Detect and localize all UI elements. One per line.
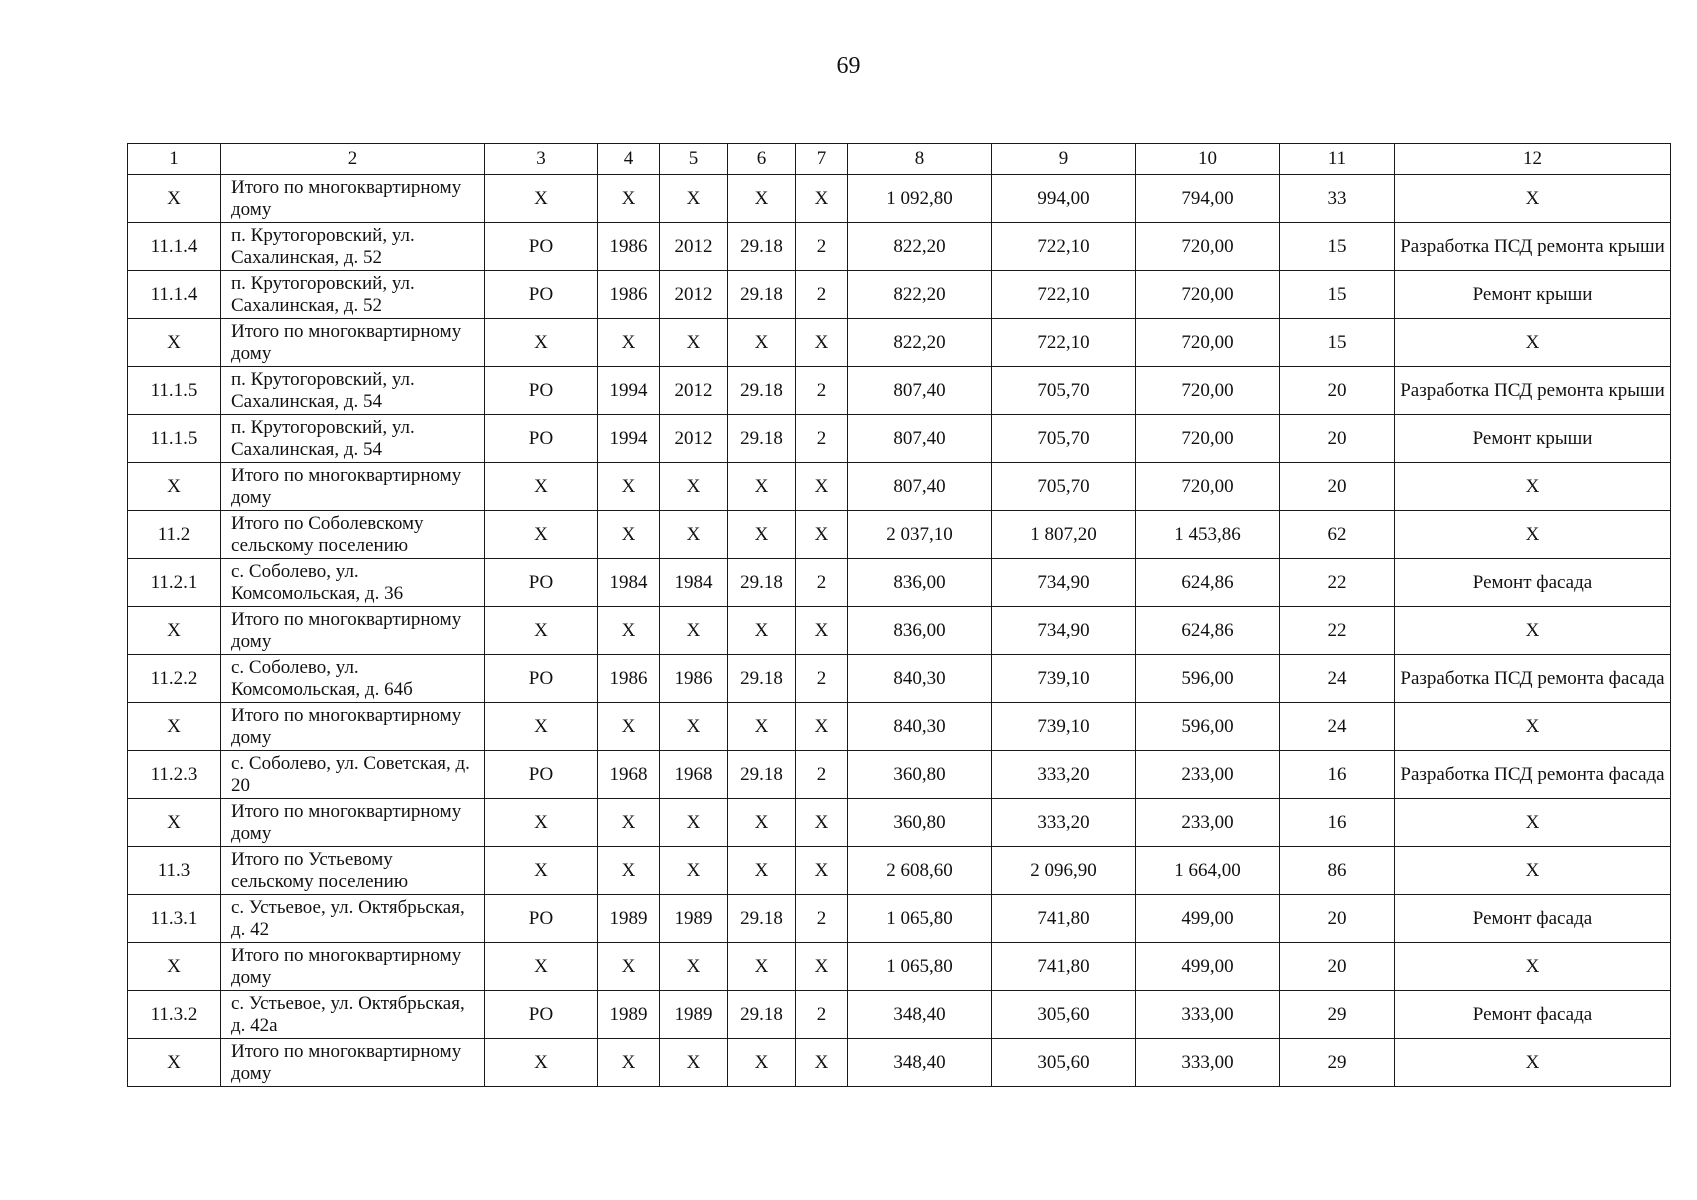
table-cell: 994,00 <box>992 175 1136 223</box>
table-cell: 2 <box>796 655 848 703</box>
table-cell: Х <box>660 703 728 751</box>
table-cell: 29 <box>1280 1039 1395 1087</box>
table-cell: 360,80 <box>848 799 992 847</box>
table-cell: 1968 <box>660 751 728 799</box>
table-cell: РО <box>485 655 598 703</box>
table-cell: Х <box>485 943 598 991</box>
table-cell: 24 <box>1280 655 1395 703</box>
table-cell: 734,90 <box>992 607 1136 655</box>
table-row <box>128 319 1671 367</box>
table-cell: 499,00 <box>1136 895 1280 943</box>
table-cell: 2012 <box>660 223 728 271</box>
table-cell: Х <box>796 847 848 895</box>
table-cell: Итого по многоквартирному дому <box>221 943 485 991</box>
table-row <box>128 847 1671 895</box>
column-number-cell: 10 <box>1136 144 1280 175</box>
table-cell: с. Соболево, ул. Комсомольская, д. 36 <box>221 559 485 607</box>
table-cell: Х <box>796 943 848 991</box>
table-cell: 1 065,80 <box>848 943 992 991</box>
table-cell: Х <box>728 319 796 367</box>
table-cell: 333,20 <box>992 799 1136 847</box>
table-cell: Х <box>796 319 848 367</box>
table-cell: Ремонт фасада <box>1395 895 1671 943</box>
table-cell: 1984 <box>660 559 728 607</box>
table-cell: 822,20 <box>848 319 992 367</box>
table-cell: Итого по многоквартирному дому <box>221 1039 485 1087</box>
table-cell: Х <box>660 847 728 895</box>
table-cell: 33 <box>1280 175 1395 223</box>
table-cell: 16 <box>1280 751 1395 799</box>
column-number-cell: 12 <box>1395 144 1671 175</box>
table-cell: Х <box>485 799 598 847</box>
table-cell: 233,00 <box>1136 751 1280 799</box>
table-cell: Х <box>485 319 598 367</box>
table-cell: 22 <box>1280 559 1395 607</box>
table-cell: Х <box>598 1039 660 1087</box>
table-cell: 29.18 <box>728 223 796 271</box>
table-cell: 11.3.2 <box>128 991 221 1039</box>
table-cell: Х <box>660 319 728 367</box>
table-cell: Х <box>485 511 598 559</box>
table-cell: РО <box>485 367 598 415</box>
table-cell: 29.18 <box>728 271 796 319</box>
table-cell: 11.3 <box>128 847 221 895</box>
table-cell: 348,40 <box>848 1039 992 1087</box>
table-cell: Разработка ПСД ремонта фасада <box>1395 751 1671 799</box>
column-number-cell: 11 <box>1280 144 1395 175</box>
table-cell: 1989 <box>598 895 660 943</box>
table-cell: Х <box>1395 607 1671 655</box>
table-cell: 720,00 <box>1136 223 1280 271</box>
table-cell: Х <box>728 607 796 655</box>
table-cell: 596,00 <box>1136 703 1280 751</box>
table-cell: Х <box>598 847 660 895</box>
table-cell: Х <box>1395 463 1671 511</box>
table-cell: Х <box>728 1039 796 1087</box>
table-row <box>128 271 1671 319</box>
table-cell: 333,00 <box>1136 991 1280 1039</box>
table-cell: Х <box>796 1039 848 1087</box>
table-cell: 720,00 <box>1136 319 1280 367</box>
table-cell: 836,00 <box>848 607 992 655</box>
table-cell: 29.18 <box>728 895 796 943</box>
table-cell: 739,10 <box>992 703 1136 751</box>
table-cell: 2012 <box>660 415 728 463</box>
table-cell: Ремонт фасада <box>1395 559 1671 607</box>
table-cell: 1984 <box>598 559 660 607</box>
table-cell: Ремонт крыши <box>1395 415 1671 463</box>
table-cell: 29.18 <box>728 991 796 1039</box>
table-cell: Х <box>728 511 796 559</box>
table-cell: 2 <box>796 751 848 799</box>
table-cell: Х <box>728 943 796 991</box>
table-cell: РО <box>485 223 598 271</box>
table-row <box>128 415 1671 463</box>
table-header-row <box>128 144 1671 175</box>
table-cell: 29.18 <box>728 751 796 799</box>
table-cell: 20 <box>1280 367 1395 415</box>
table-cell: Итого по Устьевому сельскому поселению <box>221 847 485 895</box>
table-cell: 2012 <box>660 271 728 319</box>
table-cell: 1989 <box>598 991 660 1039</box>
table-cell: 86 <box>1280 847 1395 895</box>
table-cell: Х <box>796 463 848 511</box>
table-row <box>128 175 1671 223</box>
table-row <box>128 895 1671 943</box>
table-cell: РО <box>485 415 598 463</box>
table-cell: 11.1.4 <box>128 271 221 319</box>
table-cell: 1986 <box>598 271 660 319</box>
table-cell: 15 <box>1280 223 1395 271</box>
table-cell: 739,10 <box>992 655 1136 703</box>
table-cell: 2 096,90 <box>992 847 1136 895</box>
table-cell: Х <box>728 703 796 751</box>
table-cell: 16 <box>1280 799 1395 847</box>
table-cell: 624,86 <box>1136 559 1280 607</box>
table-cell: 15 <box>1280 271 1395 319</box>
table-cell: Итого по Соболевскому сельскому поселению <box>221 511 485 559</box>
table-cell: 20 <box>1280 895 1395 943</box>
table-cell: 1989 <box>660 991 728 1039</box>
table-cell: 840,30 <box>848 703 992 751</box>
table-cell: 1 065,80 <box>848 895 992 943</box>
table-cell: 720,00 <box>1136 463 1280 511</box>
table-cell: Итого по многоквартирному дому <box>221 463 485 511</box>
table-cell: Х <box>598 511 660 559</box>
table-cell: 2 <box>796 991 848 1039</box>
table-cell: РО <box>485 559 598 607</box>
table-cell: с. Устьевое, ул. Октябрьская, д. 42а <box>221 991 485 1039</box>
table-cell: Х <box>485 703 598 751</box>
table-cell: 11.3.1 <box>128 895 221 943</box>
table-cell: Х <box>598 463 660 511</box>
table-cell: 29.18 <box>728 415 796 463</box>
table-cell: Итого по многоквартирному дому <box>221 703 485 751</box>
table-cell: Х <box>660 943 728 991</box>
table-cell: п. Крутогоровский, ул. Сахалинская, д. 54 <box>221 367 485 415</box>
table-cell: 807,40 <box>848 415 992 463</box>
table-row <box>128 655 1671 703</box>
table-cell: Х <box>1395 847 1671 895</box>
table-cell: 11.1.5 <box>128 367 221 415</box>
table-cell: 1 807,20 <box>992 511 1136 559</box>
table-cell: 836,00 <box>848 559 992 607</box>
table-cell: Итого по многоквартирному дому <box>221 319 485 367</box>
column-number-cell: 6 <box>728 144 796 175</box>
table-cell: Х <box>598 175 660 223</box>
table-cell: 1994 <box>598 367 660 415</box>
table-cell: 734,90 <box>992 559 1136 607</box>
table-cell: Х <box>1395 319 1671 367</box>
table-cell: 29.18 <box>728 559 796 607</box>
table-cell: п. Крутогоровский, ул. Сахалинская, д. 54 <box>221 415 485 463</box>
table-cell: 20 <box>1280 943 1395 991</box>
table-cell: п. Крутогоровский, ул. Сахалинская, д. 52 <box>221 223 485 271</box>
table-cell: 741,80 <box>992 895 1136 943</box>
table-cell: РО <box>485 895 598 943</box>
data-table <box>127 143 1671 1087</box>
table-cell: 720,00 <box>1136 415 1280 463</box>
table-cell: 741,80 <box>992 943 1136 991</box>
table-cell: Х <box>660 1039 728 1087</box>
table-cell: п. Крутогоровский, ул. Сахалинская, д. 52 <box>221 271 485 319</box>
table-cell: 2 608,60 <box>848 847 992 895</box>
table-cell: Х <box>485 847 598 895</box>
table-cell: Х <box>1395 1039 1671 1087</box>
table-cell: Х <box>598 799 660 847</box>
table-cell: 807,40 <box>848 367 992 415</box>
table-cell: Х <box>128 1039 221 1087</box>
table-cell: 1986 <box>598 223 660 271</box>
table-cell: Х <box>485 607 598 655</box>
table-cell: 807,40 <box>848 463 992 511</box>
table-cell: 1989 <box>660 895 728 943</box>
table-cell: 29.18 <box>728 367 796 415</box>
table-cell: 1 092,80 <box>848 175 992 223</box>
table-cell: Х <box>796 175 848 223</box>
table-cell: Х <box>128 463 221 511</box>
table-cell: 1 664,00 <box>1136 847 1280 895</box>
table-cell: Х <box>598 319 660 367</box>
table-cell: 29.18 <box>728 655 796 703</box>
table-cell: 11.2.3 <box>128 751 221 799</box>
table-cell: с. Соболево, ул. Комсомольская, д. 64б <box>221 655 485 703</box>
table-cell: Х <box>128 319 221 367</box>
table-cell: Х <box>1395 943 1671 991</box>
table-cell: 333,00 <box>1136 1039 1280 1087</box>
table-cell: с. Устьевое, ул. Октябрьская, д. 42 <box>221 895 485 943</box>
table-row <box>128 703 1671 751</box>
table-cell: 722,10 <box>992 319 1136 367</box>
table-cell: РО <box>485 991 598 1039</box>
table-cell: 2 <box>796 895 848 943</box>
table-cell: Х <box>128 175 221 223</box>
table-cell: Х <box>796 799 848 847</box>
table-cell: 2 037,10 <box>848 511 992 559</box>
table-cell: 722,10 <box>992 223 1136 271</box>
table-cell: Х <box>128 703 221 751</box>
table-row <box>128 511 1671 559</box>
table-row <box>128 1039 1671 1087</box>
table-row <box>128 463 1671 511</box>
table-cell: 348,40 <box>848 991 992 1039</box>
table-cell: 11.1.5 <box>128 415 221 463</box>
table-cell: Х <box>1395 799 1671 847</box>
table-row <box>128 367 1671 415</box>
table-cell: 2 <box>796 559 848 607</box>
table-row <box>128 799 1671 847</box>
table-cell: РО <box>485 271 598 319</box>
table-cell: Х <box>796 607 848 655</box>
table-cell: 11.2.2 <box>128 655 221 703</box>
table-cell: 233,00 <box>1136 799 1280 847</box>
table-cell: 2012 <box>660 367 728 415</box>
table-cell: 1994 <box>598 415 660 463</box>
table-cell: Разработка ПСД ремонта крыши <box>1395 367 1671 415</box>
table-cell: 305,60 <box>992 1039 1136 1087</box>
table-cell: 705,70 <box>992 463 1136 511</box>
table-row <box>128 991 1671 1039</box>
table-cell: 15 <box>1280 319 1395 367</box>
table-cell: Х <box>1395 703 1671 751</box>
table-row <box>128 559 1671 607</box>
table-cell: Х <box>660 175 728 223</box>
table-cell: 794,00 <box>1136 175 1280 223</box>
table-cell: Х <box>128 943 221 991</box>
table-row <box>128 223 1671 271</box>
table-cell: Х <box>796 511 848 559</box>
table-cell: Ремонт фасада <box>1395 991 1671 1039</box>
table-cell: 360,80 <box>848 751 992 799</box>
table-cell: Разработка ПСД ремонта фасада <box>1395 655 1671 703</box>
table-cell: 11.2.1 <box>128 559 221 607</box>
table-cell: Х <box>598 943 660 991</box>
column-number-cell: 4 <box>598 144 660 175</box>
table-cell: 2 <box>796 415 848 463</box>
table-cell: Х <box>796 703 848 751</box>
table-cell: 22 <box>1280 607 1395 655</box>
table-cell: 2 <box>796 271 848 319</box>
table-cell: 305,60 <box>992 991 1136 1039</box>
table-cell: Х <box>660 799 728 847</box>
table-row <box>128 607 1671 655</box>
table-cell: Х <box>598 703 660 751</box>
table-cell: 624,86 <box>1136 607 1280 655</box>
table-cell: Х <box>660 511 728 559</box>
table-cell: Х <box>660 463 728 511</box>
table-cell: Х <box>1395 511 1671 559</box>
table-cell: 1 453,86 <box>1136 511 1280 559</box>
table-cell: Х <box>728 799 796 847</box>
table-cell: Х <box>1395 175 1671 223</box>
table-cell: Х <box>128 799 221 847</box>
table-cell: Ремонт крыши <box>1395 271 1671 319</box>
table-cell: 1986 <box>660 655 728 703</box>
column-number-cell: 7 <box>796 144 848 175</box>
table-cell: 596,00 <box>1136 655 1280 703</box>
table-cell: Х <box>485 1039 598 1087</box>
table-cell: Итого по многоквартирному дому <box>221 799 485 847</box>
column-number-cell: 8 <box>848 144 992 175</box>
table-cell: Х <box>485 463 598 511</box>
table-cell: 722,10 <box>992 271 1136 319</box>
table-cell: 1968 <box>598 751 660 799</box>
table-cell: Х <box>598 607 660 655</box>
table-cell: РО <box>485 751 598 799</box>
table-row <box>128 943 1671 991</box>
column-number-cell: 5 <box>660 144 728 175</box>
table-cell: Итого по многоквартирному дому <box>221 175 485 223</box>
table-cell: 11.1.4 <box>128 223 221 271</box>
table-cell: с. Соболево, ул. Советская, д. 20 <box>221 751 485 799</box>
table-cell: Х <box>128 607 221 655</box>
table-cell: 11.2 <box>128 511 221 559</box>
table-cell: 29 <box>1280 991 1395 1039</box>
table-cell: Х <box>728 463 796 511</box>
column-number-cell: 1 <box>128 144 221 175</box>
table-cell: 822,20 <box>848 271 992 319</box>
column-number-cell: 9 <box>992 144 1136 175</box>
table-cell: 2 <box>796 223 848 271</box>
table-cell: 822,20 <box>848 223 992 271</box>
table-cell: 720,00 <box>1136 367 1280 415</box>
table-cell: Х <box>485 175 598 223</box>
table-cell: 333,20 <box>992 751 1136 799</box>
table-cell: 62 <box>1280 511 1395 559</box>
table-cell: 705,70 <box>992 415 1136 463</box>
table-cell: 24 <box>1280 703 1395 751</box>
table-cell: 20 <box>1280 463 1395 511</box>
column-number-cell: 2 <box>221 144 485 175</box>
table-cell: Х <box>728 847 796 895</box>
table-cell: 2 <box>796 367 848 415</box>
page-number: 69 <box>836 53 861 79</box>
table-cell: 1986 <box>598 655 660 703</box>
table-cell: 705,70 <box>992 367 1136 415</box>
table-cell: 499,00 <box>1136 943 1280 991</box>
table-cell: Х <box>728 175 796 223</box>
table-cell: 720,00 <box>1136 271 1280 319</box>
table-cell: Итого по многоквартирному дому <box>221 607 485 655</box>
table-cell: 840,30 <box>848 655 992 703</box>
table-cell: Х <box>660 607 728 655</box>
table-row <box>128 751 1671 799</box>
table-cell: 20 <box>1280 415 1395 463</box>
table-cell: Разработка ПСД ремонта крыши <box>1395 223 1671 271</box>
column-number-cell: 3 <box>485 144 598 175</box>
